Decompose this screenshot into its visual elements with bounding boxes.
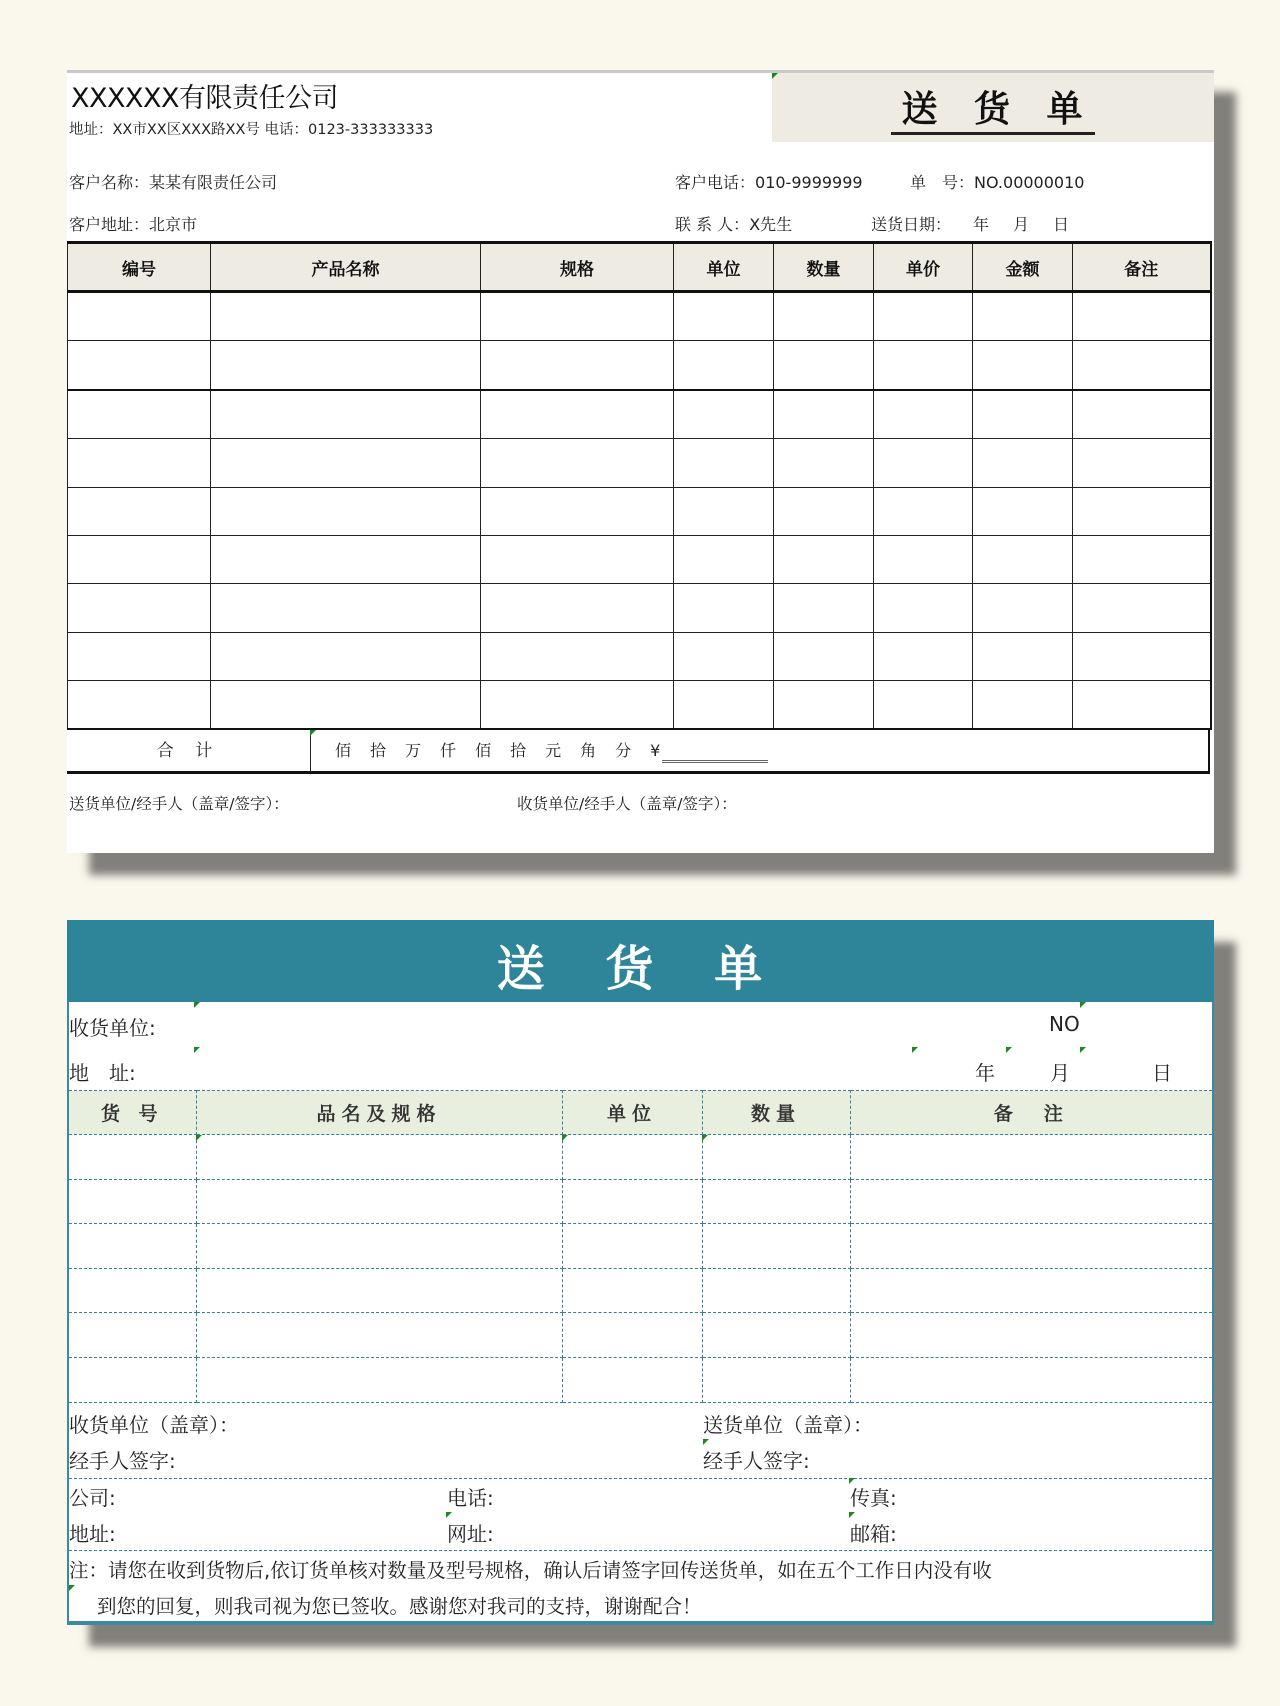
customer-name-field[interactable]	[69, 170, 277, 193]
column-header-name-spec: 品名及规格	[196, 1091, 562, 1135]
table-cell[interactable]	[481, 487, 674, 535]
table-cell[interactable]	[874, 390, 973, 439]
cell-comment-marker	[1080, 1047, 1086, 1053]
unit-bai: 佰	[335, 741, 354, 760]
table-row	[69, 1224, 1212, 1269]
unit-wan: 万	[405, 741, 424, 760]
cell-comment-marker	[194, 1002, 200, 1008]
currency-symbol: ¥	[650, 741, 663, 760]
table-cell[interactable]	[481, 632, 674, 680]
cell-comment-marker	[69, 1585, 75, 1591]
table-cell[interactable]	[481, 439, 674, 487]
table-cell[interactable]	[481, 584, 674, 632]
column-header-quantity: 数量	[774, 243, 874, 292]
table-cell[interactable]	[973, 487, 1073, 535]
divider	[69, 1478, 1212, 1479]
table-cell[interactable]	[674, 292, 774, 341]
email-label: 邮箱:	[850, 1522, 897, 1546]
table-cell[interactable]	[774, 439, 874, 487]
total-amount-blank[interactable]	[662, 740, 768, 763]
table-cell[interactable]	[774, 632, 874, 680]
table-cell[interactable]	[562, 1135, 702, 1180]
table-cell[interactable]	[874, 487, 973, 535]
unit-shi: 拾	[370, 741, 389, 760]
table-cell[interactable]	[850, 1224, 1212, 1269]
table-cell[interactable]	[874, 439, 973, 487]
table-cell[interactable]	[69, 1224, 196, 1269]
table-row	[69, 1313, 1212, 1358]
table-cell[interactable]	[702, 1313, 850, 1358]
table-cell[interactable]	[68, 341, 211, 390]
table-cell[interactable]	[774, 535, 874, 583]
table-row	[68, 390, 1211, 439]
company-address-phone: 地址：XX市XX区XXX路XX号 电话：0123-333333333	[69, 122, 434, 138]
table-cell[interactable]	[68, 535, 211, 583]
table-cell[interactable]	[481, 292, 674, 341]
table-cell[interactable]	[196, 1135, 562, 1180]
table-row	[68, 632, 1211, 680]
table-cell[interactable]	[69, 1313, 196, 1358]
table-cell[interactable]	[211, 584, 481, 632]
table-row	[68, 292, 1211, 341]
table-cell[interactable]	[674, 535, 774, 583]
receiver-signature-label: 收货单位/经手人（盖章/签字）：	[517, 795, 737, 813]
table-cell[interactable]	[674, 632, 774, 680]
table-cell[interactable]	[973, 535, 1073, 583]
customer-phone-field[interactable]	[675, 170, 863, 193]
delivery-date-field[interactable]	[871, 212, 1073, 235]
table-cell[interactable]	[211, 681, 481, 729]
contact-value: X先生	[749, 215, 793, 234]
column-header-remarks: 备注	[1073, 243, 1211, 292]
table-cell[interactable]	[874, 681, 973, 729]
table-cell[interactable]	[774, 341, 874, 390]
cell-comment-marker	[1006, 1047, 1012, 1053]
customer-name-label: 客户名称：	[69, 173, 150, 192]
column-header-remarks: 备 注	[850, 1091, 1212, 1135]
table-row	[68, 681, 1211, 729]
cell-comment-marker	[1080, 1002, 1086, 1008]
table-cell[interactable]	[1073, 681, 1211, 729]
table-cell[interactable]	[702, 1224, 850, 1269]
table-cell[interactable]	[850, 1179, 1212, 1224]
table-cell[interactable]	[68, 584, 211, 632]
column-header-quantity: 数量	[702, 1091, 850, 1135]
customer-phone-value: 010-9999999	[755, 173, 863, 192]
table-cell[interactable]	[68, 439, 211, 487]
table-cell[interactable]	[211, 390, 481, 439]
total-label: 合 计	[67, 730, 311, 772]
order-number-label: NO	[1049, 1012, 1080, 1036]
column-header-unit: 单位	[562, 1091, 702, 1135]
company-label: 公司:	[69, 1486, 116, 1510]
unit-jiao: 角	[580, 741, 599, 760]
table-cell[interactable]	[850, 1313, 1212, 1358]
cell-comment-marker	[702, 1135, 708, 1141]
column-header-item-no: 货 号	[69, 1091, 196, 1135]
receiver-stamp-label: 收货单位（盖章）：	[69, 1413, 239, 1437]
table-cell[interactable]	[196, 1357, 562, 1402]
date-day: 日	[1152, 1061, 1172, 1085]
table-cell[interactable]	[850, 1135, 1212, 1180]
sender-stamp-label: 送货单位（盖章）：	[703, 1413, 873, 1437]
table-cell[interactable]	[702, 1179, 850, 1224]
contact-label: 联 系 人：	[675, 215, 750, 234]
table-cell[interactable]	[69, 1357, 196, 1402]
table-cell[interactable]	[674, 584, 774, 632]
customer-address-field[interactable]	[69, 212, 197, 235]
contact-field[interactable]	[675, 212, 792, 235]
table-cell[interactable]	[774, 681, 874, 729]
column-header-product-name: 产品名称	[211, 243, 481, 292]
date-month: 月	[1050, 1061, 1070, 1085]
customer-name-value: 某某有限责任公司	[149, 173, 278, 192]
handler-signature-left: 经手人签字:	[69, 1449, 176, 1473]
customer-phone-label: 客户电话：	[675, 173, 756, 192]
table-cell[interactable]	[68, 681, 211, 729]
table-cell[interactable]	[68, 292, 211, 341]
unit-shi: 拾	[510, 741, 529, 760]
table-cell[interactable]	[481, 535, 674, 583]
items-table	[69, 1090, 1212, 1403]
table-cell[interactable]	[874, 535, 973, 583]
table-cell[interactable]	[1073, 341, 1211, 390]
table-cell[interactable]	[973, 439, 1073, 487]
table-row	[69, 1179, 1212, 1224]
table-cell[interactable]	[674, 439, 774, 487]
receiver-label: 收货单位:	[69, 1016, 156, 1040]
table-cell[interactable]	[1073, 390, 1211, 439]
handler-signature-right: 经手人签字:	[703, 1449, 810, 1473]
table-cell[interactable]	[196, 1224, 562, 1269]
company-name: XXXXXX有限责任公司	[71, 83, 338, 114]
table-cell[interactable]	[1073, 487, 1211, 535]
table-row	[68, 487, 1211, 535]
website-label: 网址:	[447, 1522, 494, 1546]
table-cell[interactable]	[562, 1268, 702, 1313]
table-cell[interactable]	[973, 681, 1073, 729]
address-label: 地 址:	[69, 1061, 136, 1085]
table-cell[interactable]	[674, 681, 774, 729]
cell-comment-marker	[194, 1047, 200, 1053]
table-cell[interactable]	[211, 535, 481, 583]
table-cell[interactable]	[562, 1313, 702, 1358]
order-number-label: 单 号：	[910, 173, 975, 192]
table-cell[interactable]	[702, 1357, 850, 1402]
table-cell[interactable]	[774, 487, 874, 535]
table-cell[interactable]	[874, 584, 973, 632]
cell-comment-marker	[772, 73, 778, 79]
table-cell[interactable]	[562, 1357, 702, 1402]
table-cell[interactable]	[68, 390, 211, 439]
address-label-footer: 地址:	[69, 1522, 116, 1546]
table-cell[interactable]	[874, 632, 973, 680]
table-cell[interactable]	[874, 341, 973, 390]
total-row	[67, 728, 1210, 774]
table-cell[interactable]	[562, 1224, 702, 1269]
table-cell[interactable]	[774, 390, 874, 439]
table-cell[interactable]	[481, 341, 674, 390]
table-cell[interactable]	[674, 487, 774, 535]
table-cell[interactable]	[481, 390, 674, 439]
cell-comment-marker	[562, 1135, 568, 1141]
cell-comment-marker	[196, 1135, 202, 1141]
table-cell[interactable]	[196, 1313, 562, 1358]
table-cell[interactable]	[196, 1268, 562, 1313]
column-header-amount: 金额	[973, 243, 1073, 292]
cell-comment-marker	[912, 1047, 918, 1053]
table-row	[68, 535, 1211, 583]
table-cell[interactable]	[69, 1179, 196, 1224]
table-cell[interactable]	[211, 341, 481, 390]
table-cell[interactable]	[1073, 439, 1211, 487]
customer-address-label: 客户地址：	[69, 215, 150, 234]
table-cell[interactable]	[562, 1179, 702, 1224]
divider	[69, 1550, 1212, 1551]
table-row	[68, 584, 1211, 632]
delivery-note-form-1	[67, 70, 1214, 853]
table-cell[interactable]	[973, 584, 1073, 632]
phone-label: 电话:	[447, 1486, 494, 1510]
table-cell[interactable]	[69, 1268, 196, 1313]
customer-address-value: 北京市	[149, 215, 198, 234]
title-box	[772, 73, 1214, 142]
table-row	[69, 1357, 1212, 1402]
fax-label: 传真:	[850, 1486, 897, 1510]
table-cell[interactable]	[973, 632, 1073, 680]
table-cell[interactable]	[774, 292, 874, 341]
table-cell[interactable]	[1073, 535, 1211, 583]
table-cell[interactable]	[973, 390, 1073, 439]
title-banner	[67, 920, 1214, 1002]
table-cell[interactable]	[702, 1268, 850, 1313]
table-header-row	[68, 243, 1211, 292]
table-cell[interactable]	[774, 584, 874, 632]
delivery-date-value: 年 月 日	[973, 215, 1074, 234]
delivery-date-label: 送货日期：	[871, 215, 952, 234]
table-row	[68, 439, 1211, 487]
unit-fen: 分	[615, 741, 634, 760]
note-line-2: 到您的回复，则我司视为您已签收。感谢您对我司的支持，谢谢配合！	[97, 1595, 702, 1618]
table-cell[interactable]	[850, 1268, 1212, 1313]
table-cell[interactable]	[68, 632, 211, 680]
table-cell[interactable]	[874, 292, 973, 341]
note-line-1: 注：请您在收到货物后,依订货单核对数量及型号规格，确认后请签字回传送货单，如在五个工作日内没有收	[69, 1559, 992, 1582]
table-cell[interactable]	[1073, 632, 1211, 680]
items-table	[67, 241, 1212, 730]
amount-in-words[interactable]	[335, 730, 768, 772]
unit-yuan: 元	[545, 741, 564, 760]
unit-bai: 佰	[475, 741, 494, 760]
order-number-field[interactable]	[910, 170, 1084, 193]
table-cell[interactable]	[68, 487, 211, 535]
column-header-id: 编号	[68, 243, 211, 292]
unit-qian: 仟	[440, 741, 459, 760]
sender-signature-label: 送货单位/经手人（盖章/签字）：	[69, 795, 289, 813]
table-row	[69, 1135, 1212, 1180]
column-header-spec: 规格	[481, 243, 674, 292]
delivery-note-form-2	[67, 920, 1214, 1625]
table-cell[interactable]	[973, 341, 1073, 390]
table-cell[interactable]	[211, 487, 481, 535]
table-cell[interactable]	[850, 1357, 1212, 1402]
table-cell[interactable]	[196, 1179, 562, 1224]
order-number-value: NO.00000010	[974, 173, 1085, 192]
table-cell[interactable]	[973, 292, 1073, 341]
table-row	[69, 1268, 1212, 1313]
table-cell[interactable]	[702, 1135, 850, 1180]
table-cell[interactable]	[674, 341, 774, 390]
table-cell[interactable]	[1073, 292, 1211, 341]
date-year: 年	[975, 1061, 995, 1085]
form-title: 送 货 单	[496, 941, 785, 997]
table-cell[interactable]	[211, 439, 481, 487]
column-header-unit: 单位	[674, 243, 774, 292]
table-cell[interactable]	[1073, 584, 1211, 632]
table-row	[68, 341, 1211, 390]
table-cell[interactable]	[69, 1135, 196, 1180]
table-cell[interactable]	[674, 390, 774, 439]
cell-comment-marker	[310, 730, 316, 736]
table-cell[interactable]	[211, 292, 481, 341]
table-cell[interactable]	[481, 681, 674, 729]
table-cell[interactable]	[211, 632, 481, 680]
table-header-row	[69, 1091, 1212, 1135]
form-title: 送 货 单	[891, 89, 1094, 135]
column-header-unit-price: 单价	[874, 243, 973, 292]
